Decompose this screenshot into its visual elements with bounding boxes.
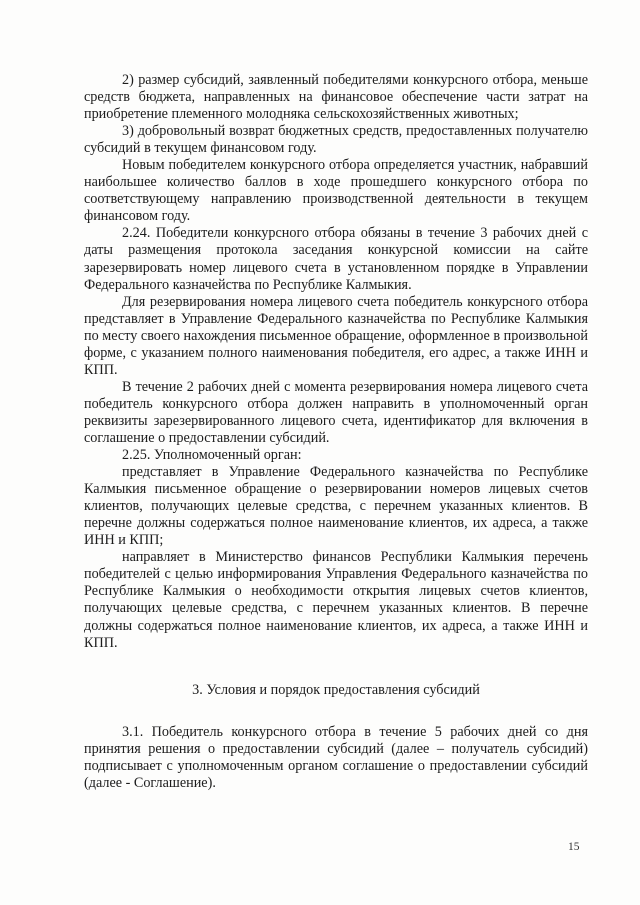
section-heading: 3. Условия и порядок предоставления субсидий [192,681,480,698]
paragraph-2-25: 2.25. Уполномоченный орган: [122,447,302,464]
paragraph-submits-request: представляет в Управление Федерального казначейства по Республике Калмыкия письменное обращение о резервировании номеров лицевых счетов клиентов, получающих целевые средства, с перечнем указанных клиентов. В перечне должны содержаться полное наименование клиентов, их адреса, а также ИНН и КПП; [84,464,588,549]
paragraph-voluntary-return: 3) добровольный возврат бюджетных средств, предоставленных получателю субсидий в текущем финансовом году. [84,123,588,157]
paragraph-subsidy-size-condition: 2) размер субсидий, заявленный победителями конкурсного отбора, меньше средств бюджета, направленных на финансовое обеспечение части затрат на приобретение племенного молодняка сельскохозяйственных животных; [84,72,588,123]
paragraph-account-details: В течение 2 рабочих дней с момента резервирования номера лицевого счета победитель конкурсного отбора должен направить в уполномоченный орган реквизиты зарезервированного лицевого счета, идентификатор для включения в соглашение о предоставлении субсидий. [84,378,588,446]
paragraph-reservation-request: Для резервирования номера лицевого счета победитель конкурсного отбора представляет в Управление Федерального казначейства по Республике Калмыкия по месту своего нахождения письменное обращение, оформленное в произвольной форме, с указанием полного наименования победителя, его адрес, а также ИНН и КПП. [84,293,588,378]
document-body [84,72,588,792]
paragraph-sends-list: направляет в Министерство финансов Республики Калмыкия перечень победителей с целью информирования Управления Федерального казначейства по Республике Калмыкия о необходимости открытия лицевых счетов клиентов, получающих целевые средства, с перечнем указанных клиентов. В перечне должны содержаться полное наименование клиентов, их адреса, а также ИНН и КПП. [84,549,588,651]
page-number: 15 [568,841,580,853]
paragraph-2-24: 2.24. Победители конкурсного отбора обязаны в течение 3 рабочих дней с даты размещения протокола заседания конкурсной комиссии на сайте зарезервировать номер лицевого счета в установленном порядке в Управлении Федерального казначейства по Республике Калмыкия. [84,225,588,293]
paragraph-3-1: 3.1. Победитель конкурсного отбора в течение 5 рабочих дней со дня принятия решения о предоставлении субсидий (далее – получатель субсидий) подписывает с уполномоченным органом соглашение о предоставлении субсидий (далее - Соглашение). [84,723,588,791]
paragraph-new-winner: Новым победителем конкурсного отбора определяется участник, набравший наибольшее количество баллов в ходе прошедшего конкурсного отбора по соответствующему направлению производственной деятельности в текущем финансовом году. [84,157,588,225]
